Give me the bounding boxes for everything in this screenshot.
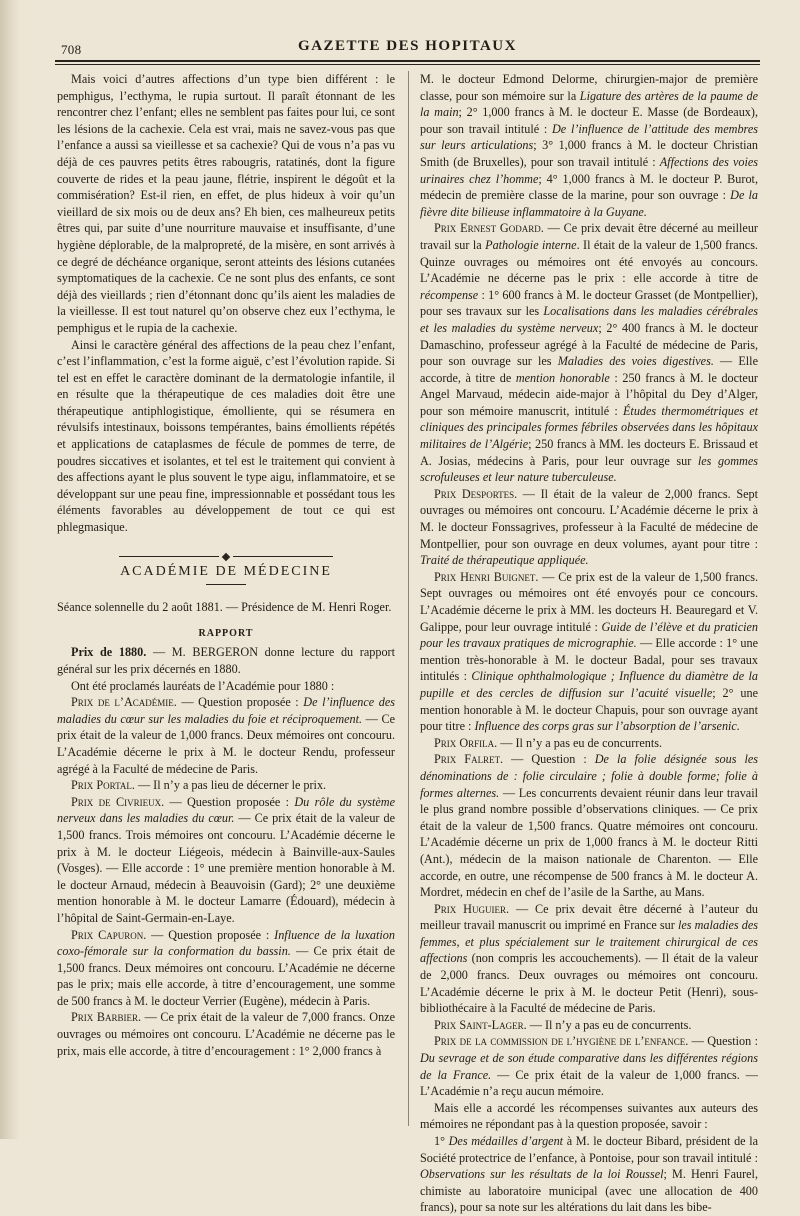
prix-buignet-name: Prix Henri Buignet. xyxy=(434,569,539,584)
lager-text: — Il n’y a pas eu de concurrents. xyxy=(526,1017,692,1032)
barbier-cont-q2: De l’influence de l’attitude des membres sur leurs articulations xyxy=(420,121,758,153)
godard-rest-f: ; 250 francs à MM. les docteurs E. Brissaud et A. Josias, médecins à Paris, pour leur ouvrage sur xyxy=(420,437,758,468)
godard-rest-b: : 1° 600 francs à M. le docteur Grasset (de Montpellier), pour ses travaux sur les xyxy=(420,287,758,319)
buignet-q3: Influence des corps gras sur l’absorption de l’arsenic. xyxy=(474,719,740,734)
barbier-cont-a: M. le docteur Edmond Delorme, chirurgien-major de première classe, pour son mémoire sur la xyxy=(420,72,758,103)
huguier-text: — Ce prix devait être décerné à l’auteur du meilleur travail manuscrit ou imprimé en France sur xyxy=(420,901,759,933)
commission-text: — Question : xyxy=(688,1034,758,1049)
page-binding-shadow xyxy=(0,0,20,1139)
godard-rest-e: : 250 francs à M. le docteur Angel Marvaud, médecin aide-major à l’hôpital du Dey d’Alger, pour son mémoire manuscrit, intitulé : xyxy=(420,370,758,418)
right-column xyxy=(420,71,759,1215)
godard-recomp: récompense xyxy=(420,287,479,302)
godard-mention: mention honorable xyxy=(515,370,610,385)
prix-academie xyxy=(57,694,395,777)
prix-buignet xyxy=(420,569,758,735)
godard-rest-c: ; 2° 400 francs à M. le docteur Damaschino, professeur agrégé à la Faculté de médecine de Paris, pour son ouvrage sur les xyxy=(420,320,758,369)
prix-godard xyxy=(420,220,758,486)
buignet-q2: Clinique ophthalmologique ; Influence du diamètre de la pupille et des cercles de diffusion sur l’acuité visuelle xyxy=(420,669,758,700)
prix-civrieux-question: Du rôle du système nerveux dans les maladies du cœur. xyxy=(57,794,395,826)
prix-barbier-text: — Ce prix était de la valeur de 7,000 francs. Onze ouvrages ou mémoires ont concouru. L’Académie ne décerne pas le prix, mais elle accorde, à titre d’encouragement : 1° 2,000 francs à xyxy=(57,1010,395,1058)
prix-desportes-name: Prix Desportes. xyxy=(434,486,518,501)
commission-rest: — Ce prix était de la valeur de 1,000 francs. — L’Académie n’a reçu aucun mémoire. xyxy=(420,1067,758,1099)
godard-q3: Maladies des voies digestives. xyxy=(557,354,714,369)
barbier-cont-q3: Affections des voies urinaires chez l’homme xyxy=(420,154,758,186)
commission-q: Du sevrage et de son étude comparative dans les différentes régions de la France. xyxy=(420,1051,758,1082)
prix-portal xyxy=(57,777,395,794)
huguier-rest: (non compris les accouchements). — Il était de la valeur de 2,000 francs. Deux ouvrages ou mémoires ont concouru. L’Académie décerne le prix à M. le docteur Petit (Henri), sous-bibliothécaire à la Faculté de médecine de Paris. xyxy=(420,951,758,1016)
orfila-text: — Il n’y a pas eu de concurrents. xyxy=(497,735,662,750)
buignet-q1: Guide de l’élève et du praticien pour les travaux pratiques de micrographie. xyxy=(420,619,758,651)
prix-capuron xyxy=(57,927,395,1010)
section-divider xyxy=(57,548,395,554)
prix-portal-name: Prix Portal. xyxy=(71,778,135,793)
prix-capuron-name: Prix Capuron. xyxy=(71,927,147,942)
prix-commission-name: Prix de la commission de l’hygiène de l’enfance. xyxy=(434,1034,689,1049)
prix-1880-paragraph xyxy=(57,644,395,677)
buignet-text-c: ; 2° une mention honorable à M. le docteur Chapuis, pour son ouvrage ayant pour titre : xyxy=(420,685,758,734)
godard-q: Pathologie interne xyxy=(485,237,577,252)
prix-portal-text: — Il n’y a pas lieu de décerner le prix. xyxy=(134,778,327,793)
left-column xyxy=(57,71,395,1131)
prix-civrieux-text: — Question proposée : xyxy=(164,794,295,809)
page-header xyxy=(55,36,760,60)
prix-academie-name: Prix de l’Académie. xyxy=(71,695,177,710)
prix-civrieux-rest: — Ce prix était de la valeur de 1,500 francs. Trois mémoires ont concouru. L’Académie décerne le prix à M. le docteur Liégeois, médecin à Bainville-aux-Saules (Vosges). — Elle accorde : 1° une première mention honorable à M. le docteur Arnaud, médecin à Beauvoisin (Gard); 2° une deuxième mention honorable à M. le docteur Lamarre (Édouard), médecin à l’hôpital de Saint-Germain-en-Laye. xyxy=(57,811,395,925)
therapeutics-paragraph: Ainsi le caractère général des affections de la peau chez l’enfant, c’est l’inflammation, c’est la forme aiguë, c’est l’évolution rapide. Si tel est en effet le caractère dominant de la dermatologie infantile, il en résulte que la thérapeutique de ces maladies doit être une thérapeutique antiphlogistique, émolliente, qui se résumera en révulsifs intestinaux, boissons tempérantes, bains émollients répétés et applications de cataplasmes de fécule de pommes de terre, de poudres siccatives et isolantes, et tel est le traitement qui convient à des affections ayant le plus souvent le type aigu, inflammatoire, et se développant sur une peau fine, impressionnable et possédant tous les éléments favorables au développement de tout ce qui est phlegmasique. xyxy=(57,337,395,535)
prix-huguier-name: Prix Huguier. xyxy=(434,901,510,916)
prix-barbier-name: Prix Barbier. xyxy=(71,1010,142,1025)
medailles-q2: Observations sur les résultats de la loi Roussel xyxy=(420,1167,664,1182)
buignet-text-a: — Ce prix est de la valeur de 1,500 francs. Sept ouvrages ou mémoires ont été envoyés pour ce concours. L’Académie décerne le prix à MM. les docteurs H. Beauregard et V. Galippe, pour leur ouvrage intitulé : xyxy=(420,569,758,634)
desportes-text: — Il était de la valeur de 2,000 francs. Sept ouvrages ou mémoires ont concouru. L’Académie décerne le prix à M. le docteur Fonssagrives, professeur à la Faculté de médecine de Montpellier, pour son ouvrage en deux volumes, ayant pour titre : xyxy=(420,486,758,551)
godard-text: — Ce prix devait être décerné au meilleur travail sur la xyxy=(420,221,758,252)
falret-q: De la folie désignée sous les dénominations de : folie circulaire ; folie à double forme; folie à formes alternes. xyxy=(420,752,758,800)
seance-line: Séance solennelle du 2 août 1881. — Présidence de M. Henri Roger. xyxy=(57,600,392,615)
rapport-heading: RAPPORT xyxy=(198,627,254,639)
prix-godard-name: Prix Ernest Godard. xyxy=(434,221,544,236)
godard-rest-d: — Elle accorde, à titre de xyxy=(420,354,758,385)
prix-civrieux-name: Prix de Civrieux. xyxy=(71,794,165,809)
medailles-a: 1° xyxy=(434,1134,449,1148)
godard-q2: Localisations dans les maladies cérébrales et les maladies du système nerveux xyxy=(420,304,758,335)
page-number: 708 xyxy=(61,42,82,57)
prix-capuron-text: — Question proposée : xyxy=(146,927,275,942)
barbier-cont-q4: De la fièvre dite bilieuse inflammatoire à la Guyane. xyxy=(420,188,758,219)
prix-commission xyxy=(420,1033,758,1099)
recompenses-paragraph: Mais elle a accordé les récompenses suivantes aux auteurs des mémoires ne répondant pas à la question proposée, savoir : xyxy=(420,1100,758,1132)
barbier-cont-d: ; 4° 1,000 francs à M. le docteur P. Burot, médecin de première classe de la marine, pour son ouvrage : xyxy=(420,171,758,203)
title-underline xyxy=(206,584,246,585)
barbier-cont-b: ; 2° 1,000 francs à M. le docteur E. Masse (de Bordeaux), pour son travail intitulé : xyxy=(420,105,758,136)
column-separator xyxy=(408,71,409,1126)
falret-rest: — Les concurrents devaient réunir dans leur travail le plus grand nombre possible d’observations cliniques. — Ce prix était de la valeur de 1,500 francs. Quatre mémoires ont concouru. L’Académie décerne un prix de 1,000 francs à M. le docteur Ritti (Ant.), médecin de la maison nationale de Charenton. — Elle accorde, en outre, une récompense de 500 francs à M. le docteur A. Mordret, médecin en chef de l’asile de la Sarthe, au Mans. xyxy=(420,785,758,900)
journal-title: GAZETTE DES HOPITAUX xyxy=(298,38,517,54)
prix-academie-text: — Question proposée : xyxy=(176,695,304,710)
prix-orfila-name: Prix Orfila. xyxy=(434,735,498,750)
medailles-c: ; M. Henri Faurel, chimiste au laboratoire municipal (avec une allocation de 400 francs), pour sa note sur les altérations du lait dans les bibe- xyxy=(420,1167,758,1215)
godard-q4: Études thermométriques et cliniques des principales formes fébriles observées dans les hôpitaux militaires de l’Algérie xyxy=(420,403,759,452)
prix-orfila xyxy=(420,735,758,752)
section-title: ACADÉMIE DE MÉDECINE xyxy=(120,563,332,579)
prix-saint-lager xyxy=(420,1017,758,1034)
prix-falret xyxy=(420,751,758,900)
prix-academie-rest: — Ce prix était de la valeur de 1,000 francs. Deux mémoires ont concouru. L’Académie décerne le prix à M. le docteur Rendu, professeur agrégé à la Faculté de médecine de Paris. xyxy=(57,711,395,776)
medailles-q: Des médailles d’argent xyxy=(448,1134,564,1148)
prix-academie-question: De l’influence des maladies du cœur sur les maladies du foie et réciproquement. xyxy=(57,695,395,726)
medailles-paragraph xyxy=(420,1133,758,1216)
prix-saint-lager-name: Prix Saint-Lager. xyxy=(434,1017,527,1032)
prix-barbier xyxy=(57,1009,395,1059)
barbier-cont-c: ; 3° 1,000 francs à M. le docteur Christian Smith (de Bruxelles), pour son travail intitulé : xyxy=(420,138,759,169)
buignet-text-b: — Elle accorde : 1° une mention très-honorable à M. le docteur Badal, pour ses travaux intitulés : xyxy=(420,636,758,684)
intro-paragraph: Mais voici d’autres affections d’un type bien différent : le pemphigus, l’ecthyma, le rupia surtout. Il paraît étonnant de les rencontrer chez l’enfant; elles ne semblent pas faites pour lui, ce sont les lésions de la cachexie. Cela est vrai, mais ne savez-vous pas que l’enfance a aussi sa vieillesse et sa cachexie? Qui de vous n’a pas vu déjà de ces pauvres petits êtres rabougris, ratatinés, dont la figure couverte de rides et la peau jaune, flétrie, inspirent le dégoût et la commisération? Est-il rien, en effet, de plus hideux à voir qu’un vieillard de six mois ou de deux ans? Eh bien, ces malheureux petits êtres qui, par suite d’une nourriture mauvaise et insuffisante, d’une hygiène déplorable, de la malpropreté, de la misère, en sont arrivés à ce degré de déchéance organique, seront atteints des lésions cutanées symptomatiques de la cachexie. Ce ne sont plus des enfants, ce sont déjà des vieillards ; rien d’étonnant donc qu’ils aient les maladies de la vieillesse. Il est tout naturel qu’on observe chez eux l’ecthyma, le pemphigus et le rupia de la cachexie. xyxy=(57,72,395,335)
prix-1880-text: — M. BERGERON donne lecture du rapport général sur les prix décernés en 1880. xyxy=(57,645,395,676)
proclames-paragraph: Ont été proclamés lauréats de l’Académie pour 1880 : xyxy=(71,678,335,693)
prix-capuron-rest: — Ce prix était de 1,500 francs. Deux mémoires ont concouru. L’Académie ne décerne pas le prix; mais elle accorde, à titre d’encouragement, une somme de 500 francs à M. le docteur Verrier (Eugène), médecin à Paris. xyxy=(57,944,396,1008)
desportes-q: Traité de thérapeutique appliquée. xyxy=(420,553,589,568)
prix-desportes xyxy=(420,486,758,569)
prix-falret-name: Prix Falret. xyxy=(434,752,504,767)
prix-capuron-question: Influence de la luxation coxo-fémorale sur la conformation du bassin. xyxy=(57,927,395,959)
header-rule-thin xyxy=(55,64,760,65)
header-rule-thick xyxy=(55,60,760,62)
prix-huguier xyxy=(420,901,758,1017)
huguier-q: les maladies des femmes, et plus spécialement sur le traitement chirurgical de ces affections xyxy=(420,918,759,966)
prix-barbier-continued xyxy=(420,71,758,220)
godard-rest-a: . Il était de la valeur de 1,500 francs. Quinze ouvrages ou mémoires ont été envoyés au concours. L’Académie ne décerne pas le prix : elle accorde à titre de xyxy=(420,237,758,286)
prix-civrieux xyxy=(57,794,395,927)
medailles-b: à M. le docteur Bibard, président de la Société protectrice de l’enfance, à Pontoise, pour son travail intitulé : xyxy=(420,1134,759,1165)
prix-1880-lead: Prix de 1880. xyxy=(71,645,147,660)
barbier-cont-q1: Ligature des artères de la paume de la main xyxy=(420,88,758,120)
falret-text: — Question : xyxy=(503,752,595,767)
godard-q5: les gommes scrofuleuses et leur nature tuberculeuse. xyxy=(420,453,758,485)
